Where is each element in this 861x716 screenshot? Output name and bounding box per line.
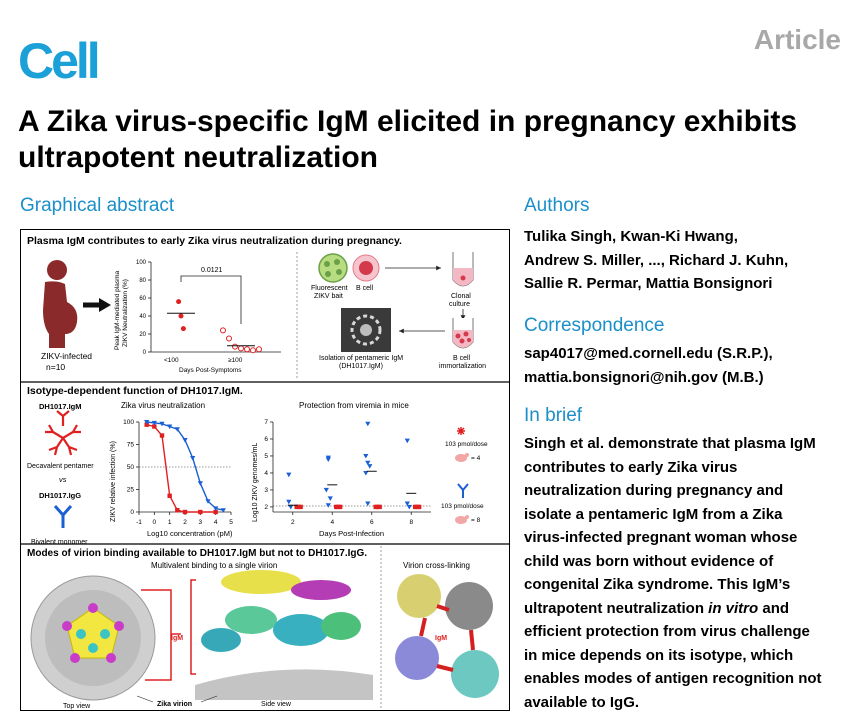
p1-point-ge100 bbox=[221, 328, 226, 333]
prot-point-igm bbox=[377, 505, 381, 509]
zika-virion-top-view-image bbox=[31, 576, 155, 700]
top-view-label: Top view bbox=[63, 703, 91, 710]
prot-ytick-label: 3 bbox=[264, 486, 268, 494]
correspondence-email[interactable]: mattia.bonsignori@nih.gov (M.B.) bbox=[524, 368, 764, 386]
immort-label-1: B cell bbox=[453, 355, 471, 362]
neut-xtick-label: -1 bbox=[136, 519, 142, 526]
prot-ytick-label: 5 bbox=[264, 452, 268, 460]
clonal-culture-tube-icon bbox=[453, 252, 473, 286]
neut-point-igm bbox=[167, 494, 171, 498]
prot-point-igg bbox=[326, 503, 331, 508]
virus-bait-icon bbox=[319, 254, 347, 282]
in-vitro-emphasis: in vitro bbox=[708, 599, 759, 617]
mouse-icon-2 bbox=[455, 515, 469, 524]
in-brief-line: ultrapotent neutralization in vitro and bbox=[524, 599, 790, 617]
p1-ytick-label: 80 bbox=[139, 278, 146, 284]
neut-point-igm bbox=[198, 510, 202, 514]
graphical-abstract-svg bbox=[21, 230, 510, 711]
igg-dose-label: 103 pmol/dose bbox=[441, 503, 484, 510]
authors-line: Tulika Singh, Kwan-Ki Hwang, bbox=[524, 228, 738, 245]
neut-xtick-label: 0 bbox=[152, 519, 157, 526]
authors-heading: Authors bbox=[524, 195, 590, 216]
immortalization-tube-icon bbox=[453, 318, 473, 348]
neut-ytick-label: 0 bbox=[130, 509, 134, 516]
neut-title: Zika virus neutralization bbox=[121, 401, 206, 410]
neut-curve-dh1017-igm bbox=[147, 425, 216, 512]
neut-point-igm bbox=[183, 510, 187, 514]
prot-point-igm bbox=[338, 505, 342, 509]
authors-line: Sallie R. Permar, Mattia Bonsignori bbox=[524, 275, 773, 292]
igm-crosslink-label: IgM bbox=[435, 635, 448, 642]
mouse-icon bbox=[455, 453, 469, 462]
neut-ytick-label: 75 bbox=[126, 441, 134, 449]
in-brief-line: efficient protection from virus challenge bbox=[524, 623, 810, 640]
prot-point-igg bbox=[286, 473, 291, 478]
neutralization-curve-chart bbox=[110, 401, 233, 538]
in-brief-heading: In brief bbox=[524, 405, 583, 426]
neut-xtick-label: 3 bbox=[198, 519, 203, 526]
in-brief-line: enables modes of antigen recognition not bbox=[524, 670, 822, 687]
panel1-title: Plasma IgM contributes to early Zika virus neutralization during pregnancy. bbox=[27, 235, 402, 247]
side-view-label: Side view bbox=[261, 701, 291, 708]
p1-ytick-label: 0 bbox=[142, 350, 146, 356]
p1-point-ge100 bbox=[227, 336, 232, 341]
clonal-label-2: culture bbox=[449, 301, 471, 308]
authors-list bbox=[524, 225, 788, 296]
neut-point-igg bbox=[182, 438, 187, 443]
prot-point-igg bbox=[363, 454, 368, 459]
p1-point-lt100 bbox=[176, 299, 181, 304]
arrow-head-icon bbox=[99, 298, 111, 312]
clonal-label-1: Clonal bbox=[451, 293, 471, 300]
p1-ylabel-2: ZIKV Neutralization (%) bbox=[122, 279, 129, 347]
p1-significance-bracket bbox=[181, 276, 241, 324]
p1-cat-1: <100 bbox=[164, 357, 179, 364]
in-brief-line: in mice depends on its isotype, which bbox=[524, 646, 794, 664]
journal-logo: Cell bbox=[18, 33, 98, 89]
prot-point-igm bbox=[417, 505, 421, 509]
igm-label: IgM bbox=[171, 635, 184, 642]
prot-point-igm bbox=[298, 505, 302, 509]
prot-point-igg bbox=[365, 502, 370, 507]
in-brief-line: virus-infected pregnant woman whose bbox=[524, 529, 798, 546]
igm-desc-label: Decavalent pentamer bbox=[27, 463, 94, 470]
igg-legend-icon bbox=[458, 484, 468, 498]
patient-label-2: n=10 bbox=[46, 362, 66, 372]
panel2-title: Isotype-dependent function of DH1017.IgM. bbox=[27, 385, 243, 397]
neut-ytick-label: 25 bbox=[126, 486, 134, 494]
in-brief-line: available to IgG. bbox=[524, 693, 640, 711]
igm-name-label: DH1017.IgM bbox=[39, 402, 82, 411]
prot-title: Protection from viremia in mice bbox=[299, 401, 409, 410]
p1-ytick-label: 40 bbox=[139, 314, 146, 320]
crosslink-label: Virion cross-linking bbox=[403, 561, 470, 570]
neut-point-igm bbox=[160, 433, 164, 437]
prot-ytick-label: 2 bbox=[264, 503, 268, 511]
prot-xtick-label: 2 bbox=[290, 519, 295, 526]
prot-xlabel: Days Post-Infection bbox=[319, 529, 385, 538]
protection-scatter-chart bbox=[252, 401, 431, 538]
prot-ylabel: Log10 ZIKV genomes/mL bbox=[252, 442, 259, 522]
multivalent-label: Multivalent binding to a single virion bbox=[151, 561, 278, 570]
p1-ytick-label: 100 bbox=[135, 260, 146, 266]
in-brief-line: isolate a pentameric IgM from a Zika bbox=[524, 505, 783, 523]
neut-curve-dh1017-igg bbox=[147, 422, 224, 510]
immort-label-2: immortalization bbox=[439, 363, 487, 370]
igg-n-label: = 8 bbox=[471, 517, 481, 524]
bait-label-2: ZIKV bait bbox=[314, 293, 343, 300]
zika-virion-label: Zika virion bbox=[157, 701, 193, 708]
correspondence-list bbox=[524, 342, 773, 389]
igg-desc-label: Bivalent monomer bbox=[31, 539, 88, 546]
prot-xtick-label: 6 bbox=[369, 519, 374, 526]
p1-point-ge100 bbox=[257, 347, 262, 352]
prot-xtick-label: 4 bbox=[330, 519, 335, 526]
igm-dose-label: 103 pmol/dose bbox=[445, 441, 488, 448]
p1-ytick-label: 60 bbox=[139, 296, 146, 302]
bait-label-1: Fluorescent bbox=[311, 285, 348, 292]
graphical-abstract-heading: Graphical abstract bbox=[20, 195, 175, 216]
graphical-abstract-figure bbox=[20, 229, 510, 711]
p1-pvalue: 0.0121 bbox=[201, 267, 223, 274]
prot-ytick-label: 4 bbox=[264, 469, 268, 477]
pentameric-igm-em-image bbox=[341, 308, 391, 352]
prot-point-igg bbox=[407, 505, 412, 510]
igg-monomer-icon bbox=[55, 506, 71, 528]
igm-legend-icon bbox=[457, 427, 465, 435]
article-type-label: Article bbox=[753, 24, 841, 55]
in-brief-line: contributes to early Zika virus bbox=[524, 458, 738, 476]
b-cell-icon bbox=[353, 255, 379, 281]
neut-xtick-label: 1 bbox=[167, 519, 172, 526]
neut-point-igm bbox=[175, 508, 179, 512]
in-brief-line: Singh et al. demonstrate that plasma IgM bbox=[524, 435, 816, 452]
prot-xtick-label: 8 bbox=[409, 519, 414, 526]
vs-label: vs bbox=[59, 475, 67, 484]
p1-ylabel-1: Peak IgM-mediated plasma bbox=[114, 270, 121, 350]
neut-point-igg bbox=[198, 481, 203, 486]
bcell-label: B cell bbox=[356, 285, 374, 292]
p1-cat-2: ≥100 bbox=[228, 357, 243, 364]
prot-point-igg bbox=[326, 457, 331, 462]
neut-xtick-label: 4 bbox=[213, 519, 218, 526]
igg-name-label: DH1017.IgG bbox=[39, 491, 82, 500]
igm-pentamer-icon bbox=[45, 411, 81, 455]
in-brief-text bbox=[524, 432, 822, 714]
p1-point-ge100 bbox=[251, 348, 256, 353]
in-brief-line: child was born without evidence of bbox=[524, 552, 774, 570]
prot-point-igg bbox=[324, 488, 329, 493]
zika-virion-pointer bbox=[137, 696, 153, 702]
pregnant-woman-icon bbox=[43, 260, 77, 348]
in-brief-line: congenital Zika syndrome. This IgM’s bbox=[524, 576, 791, 593]
prot-point-igg bbox=[367, 464, 372, 469]
neut-xtick-label: 5 bbox=[229, 519, 233, 526]
isolation-label-1: Isolation of pentameric IgM bbox=[319, 355, 404, 362]
neut-xtick-label: 2 bbox=[183, 519, 187, 526]
igm-side-bracket bbox=[191, 580, 196, 674]
p1-ytick-label: 20 bbox=[139, 332, 146, 338]
p1-point-ge100 bbox=[239, 346, 244, 351]
p1-point-lt100 bbox=[181, 326, 186, 331]
prot-point-igg bbox=[328, 496, 333, 501]
p1-point-ge100 bbox=[245, 347, 250, 352]
prot-point-igg bbox=[365, 422, 370, 427]
neut-point-igg bbox=[190, 456, 195, 461]
igm-n-label: = 4 bbox=[471, 455, 481, 462]
prot-point-igg bbox=[286, 500, 291, 505]
patient-label-1: ZIKV-infected bbox=[41, 351, 93, 361]
prot-ytick-label: 6 bbox=[264, 435, 268, 443]
neutralization-scatter-chart bbox=[114, 260, 281, 374]
p1-point-ge100 bbox=[233, 344, 238, 349]
neut-ylabel: ZIKV relative infection (%) bbox=[110, 441, 117, 522]
p1-point-lt100 bbox=[179, 314, 184, 319]
zika-virion-side-view-image bbox=[195, 570, 373, 700]
correspondence-heading: Correspondence bbox=[524, 315, 665, 336]
correspondence-email[interactable]: sap4017@med.cornell.edu (S.R.P.), bbox=[524, 345, 773, 362]
neut-xlabel: Log10 concentration (pM) bbox=[147, 529, 233, 538]
p1-xlabel: Days Post-Symptoms bbox=[179, 367, 242, 374]
neut-ytick-label: 100 bbox=[123, 419, 134, 426]
neut-ytick-label: 50 bbox=[126, 464, 134, 471]
article-title: A Zika virus-specific IgM elicited in pregnancy exhibits ultrapotent neutralization bbox=[18, 105, 798, 174]
prot-point-igg bbox=[405, 439, 410, 444]
authors-line: Andrew S. Miller, ..., Richard J. Kuhn, bbox=[524, 251, 789, 269]
in-brief-line: neutralization during pregnancy and bbox=[524, 482, 784, 499]
panel3-title: Modes of virion binding available to DH1017.IgM but not to DH1017.IgG. bbox=[27, 548, 368, 559]
isolation-label-2: (DH1017.IgM) bbox=[339, 363, 383, 370]
prot-ytick-label: 7 bbox=[264, 419, 268, 426]
